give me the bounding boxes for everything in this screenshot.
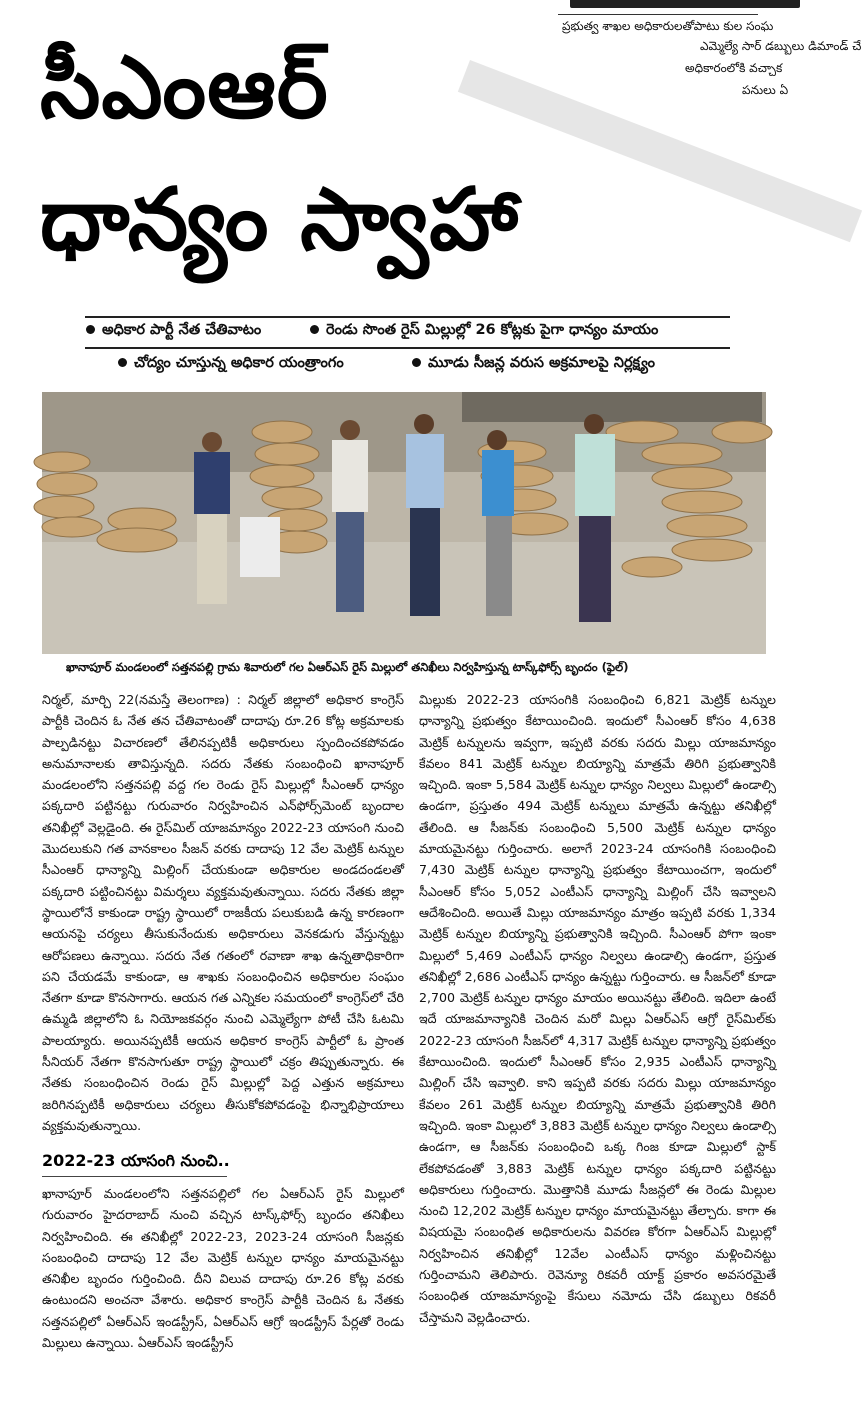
deck-item	[118, 355, 344, 375]
bullet-icon	[412, 358, 421, 367]
headline-line-1: సీఎంఆర్	[40, 38, 329, 138]
article-paragraph: నిర్మల్, మార్చి 22(నమస్తే తెలంగాణ) : నిర్మల్ జిల్లాలో అధికార కాంగ్రెస్ పార్టీకి చెందిన ఓ నేత తన చేతివాటంతో దాదాపు రూ.26 కోట్ల అక్రమాలకు పాల్పడినట్టు విచారణలో తేలినప్పటికీ అధికారులు స్పందించకపోవడం అనుమానాలకు తావిస్తున్నది. సదరు నేతకు సంబంధించి ఖానాపూర్ మండలంలోని సత్తనపల్లి వద్ద గల రెండు రైస్ మిల్లుల్లో సీఎంఆర్ ధాన్యం పక్కదారి పట్టినట్టు గురువారం నిర్వహించిన ఎన్‌ఫోర్స్‌మెంట్ బృందాల తనిఖీల్లో వెల్లడైంది. ఈ రైస్‌మిల్ యాజమాన్యం 2022-23 యాసంగి నుంచి మొదలుకుని గత వానకాలం సీజన్ వరకు దాదాపు 12 వేల మెట్రిక్ టన్నుల సీఎంఆర్ ధాన్యాన్ని మిల్లింగ్ చేయకుండా అధికారుల అండదండలతో పక్కదారి పట్టించినట్టు విమర్శలు వ్యక్తమవుతున్నాయి. సదరు నేతకు జిల్లా స్థాయిలోనే కాకుండా రాష్ట్ర స్థాయిలో రాజకీయ పలుకుబడి ఉన్న కారణంగా ఆయనపై చర్యలు తీసుకునేందుకు అధికారులు వెనకడుగు వేస్తున్నట్టు ఆరోపణలు ఉన్నాయి. సదరు నేత గతంలో రవాణా శాఖ ఉన్నతాధికారిగా పని చేయడమే కాకుండా, ఆ శాఖకు సంబంధించిన అధికారుల సంఘం నేతగా కూడా కొనసాగారు. ఆయన గత ఎన్నికల సమయంలో కాంగ్రెస్‌లో చేరి ఉమ్మడి జిల్లాలోని ఓ నియోజకవర్గం నుంచి ఎమ్మెల్యేగా పోటీ చేసి ఓటమి పాలయ్యారు. అయినప్పటికీ ఆయన అధికార కాంగ్రెస్ పార్టీలో ఓ ప్రాంత సీనియర్ నేతగా కొనసాగుతూ రాష్ట్ర స్థాయిలో చక్రం తిప్పుతున్నారు. ఈ నేతకు సంబంధించిన రెండు రైస్ మిల్లుల్లో పెద్ద ఎత్తున అక్రమాలు జరిగినప్పటికీ అధికారులు చర్యలు తీసుకోకపోవడంపై భిన్నాభిప్రాయాలు వ్యక్తమవుతున్నాయి.	[42, 692, 404, 1133]
article-paragraph: మిల్లుకు 2022-23 యాసంగికి సంబంధించి 6,821 మెట్రిక్ టన్నుల ధాన్యాన్ని ప్రభుత్వం కేటాయించింది. ఇందులో సీఎంఆర్ కోసం 4,638 మెట్రిక్ టన్నులను ఇవ్వగా, ఇప్పటి వరకు సదరు మిల్లు యాజమాన్యం కేవలం 841 మెట్రిక్ టన్నుల బియ్యాన్ని మాత్రమే తిరిగి ప్రభుత్వానికి ఇచ్చింది. ఇంకా 5,584 మెట్రిక్ టన్నుల ధాన్యం నిల్వలు మిల్లులో ఉండాల్సి ఉండగా, ప్రస్తుతం 494 మెట్రిక్ టన్నులు మాత్రమే ఉన్నట్టు తనిఖీల్లో తేలింది. ఆ సీజన్‌కు సంబంధించి 5,500 మెట్రిక్ టన్నుల ధాన్యం మాయమైనట్టు గుర్తించారు. అలాగే 2023-24 యాసంగికి సంబంధించి 7,430 మెట్రిక్ టన్నుల ధాన్యాన్ని ప్రభుత్వం కేటాయించగా, ఇందులో సీఎంఆర్ కోసం 5,052 ఎంటీఎస్ ధాన్యాన్ని మిల్లింగ్ చేసి ఇవ్వాలని ఆదేశించింది. అయితే మిల్లు యాజమాన్యం మాత్రం ఇప్పటి వరకు 1,334 మెట్రిక్ టన్నుల బియ్యాన్ని ప్రభుత్వానికి ఇచ్చింది. సీఎంఆర్ పోగా ఇంకా మిల్లులో 5,469 ఎంటీఎస్ ధాన్యం నిల్వలు ఉండాల్సి ఉండగా, ప్రస్తుత తనిఖీల్లో 2,686 ఎంటీఎస్ ధాన్యం ఉన్నట్టు గుర్తించారు. ఆ సీజన్‌లో కూడా 2,700 మెట్రిక్ టన్నుల ధాన్యం మాయం అయినట్టు తేలింది. ఇదిలా ఉంటే ఇదే యాజమాన్యానికి చెందిన మరో మిల్లు ఏఆర్ఎస్ ఆగ్రో రైస్‌మిల్‌కు 2022-23 యాసంగి సీజన్‌లో 4,317 మెట్రిక్ టన్నుల ధాన్యాన్ని ప్రభుత్వం కేటాయించింది. ఇందులో సీఎంఆర్ కోసం 2,935 ఎంటీఎస్ ధాన్యాన్ని మిల్లింగ్ చేసి ఇవ్వాలి. కాని ఇప్పటి వరకు సదరు మిల్లు యాజమాన్యం కేవలం 261 మెట్రిక్ టన్నుల బియ్యాన్ని మాత్రమే ప్రభుత్వానికి తిరిగి ఇచ్చింది. ఇంకా మిల్లులో 3,883 మెట్రిక్ టన్నుల ధాన్యం నిల్వలు ఉండాల్సి ఉండగా, ఆ సీజన్‌కు సంబంధించి ఒక్క గింజ కూడా మిల్లులో స్టాక్ లేకపోవడంతో 3,883 మెట్రిక్ టన్నుల ధాన్యం పక్కదారి పట్టినట్టు అధికారులు గుర్తించారు. మొత్తానికి మూడు సీజన్లలో ఈ రెండు మిల్లుల నుంచి 12,202 మెట్రిక్ టన్నుల ధాన్యం మాయమైనట్టు తేల్చారు. కాగా ఈ విషయమై సంబంధిత అధికారులను వివరణ కోరగా ఏఆర్ఎస్ మిల్లుల్లో నిర్వహించిన తనిఖీల్లో 12వేల ఎంటీఎస్ ధాన్యం మళ్లించినట్టు గుర్తించామని తెలిపారు. రెవెన్యూ రికవరీ యాక్ట్ ప్రకారం అవసరమైతే సంబంధిత యాజమాన్యంపై కేసులు నమోదు చేసి డబ్బులు రికవరీ చేస్తామని వెల్లడించారు.	[419, 692, 776, 1325]
deck-text: మూడు సీజన్ల వరుస అక్రమాలపై నిర్లక్ష్యం	[428, 355, 655, 371]
deck-item	[310, 322, 658, 342]
bullet-icon	[310, 325, 319, 334]
teaser-line: అధికారంలోకి వచ్చాక	[685, 61, 783, 75]
deck-text: చోద్యం చూస్తున్న అధికార యంత్రాంగం	[134, 355, 344, 371]
headline-line-2: ధాన్యం స్వాహా	[40, 170, 520, 270]
deck-item	[86, 322, 261, 342]
teaser-line: ఎమ్మెల్యే సార్ డబ్బులు డిమాండ్ చే	[700, 39, 862, 53]
deck-text: అధికార పార్టీ నేత చేతివాటం	[102, 322, 262, 338]
subheading-rule	[42, 1176, 227, 1177]
teaser-box	[540, 0, 862, 110]
bullet-icon	[86, 325, 95, 334]
teaser-line: పనులు ఏ	[742, 83, 789, 97]
teaser-line: ప్రభుత్వ శాఖల అధికారులతోపాటు కుల సంఘ	[562, 19, 774, 33]
article-column-1-continued	[42, 1183, 404, 1353]
article-subheading: 2022-23 యాసంగి నుంచి..	[42, 1151, 230, 1170]
article-column-1	[42, 689, 404, 1136]
teaser-rule	[558, 14, 758, 15]
bullet-icon	[118, 358, 127, 367]
deck-text: రెండు సొంత రైస్ మిల్లుల్లో 26 కోట్లకు పైగా ధాన్యం మాయం	[326, 322, 659, 338]
article-paragraph: ఖానాపూర్ మండలంలోని సత్తనపల్లిలో గల ఏఆర్ఎస్ రైస్ మిల్లులో గురువారం హైదరాబాద్ నుంచి వచ్చిన టాస్క్‌ఫోర్స్ బృందం తనిఖీలు నిర్వహించింది. ఈ తనిఖీల్లో 2022-23, 2023-24 యాసంగి సీజన్లకు సంబంధించి దాదాపు 12 వేల మెట్రిక్ టన్నుల ధాన్యం మాయమైనట్టు తనిఖీల బృందం గుర్తించింది. దీని విలువ దాదాపు రూ.26 కోట్ల వరకు ఉంటుందని అంచనా వేశారు. అధికార కాంగ్రెస్ పార్టీకి చెందిన ఓ నేతకు సత్తనపల్లిలో ఏఆర్ఎస్ ఇండస్ట్రీస్, ఏఆర్ఎస్ ఆగ్రో ఇండస్ట్రీస్ పేర్లతో రెండు మిల్లులు ఉన్నాయి. ఏఆర్ఎస్ ఇండస్ట్రీస్	[42, 1186, 404, 1351]
deck-item	[412, 355, 655, 375]
news-photo	[42, 392, 766, 654]
photo-caption: ఖానాపూర్ మండలంలో సత్తనపల్లి గ్రామ శివారులో గల ఏఆర్ఎస్ రైస్ మిల్లులో తనిఖీలు నిర్వహిస్తున్న టాస్క్‌ఫోర్స్ బృందం (ఫైల్)	[66, 660, 629, 674]
deck-rule-top	[85, 316, 730, 318]
deck-rule-mid	[85, 347, 730, 349]
article-column-2	[419, 689, 776, 1328]
teaser-heading-bar	[570, 0, 800, 8]
